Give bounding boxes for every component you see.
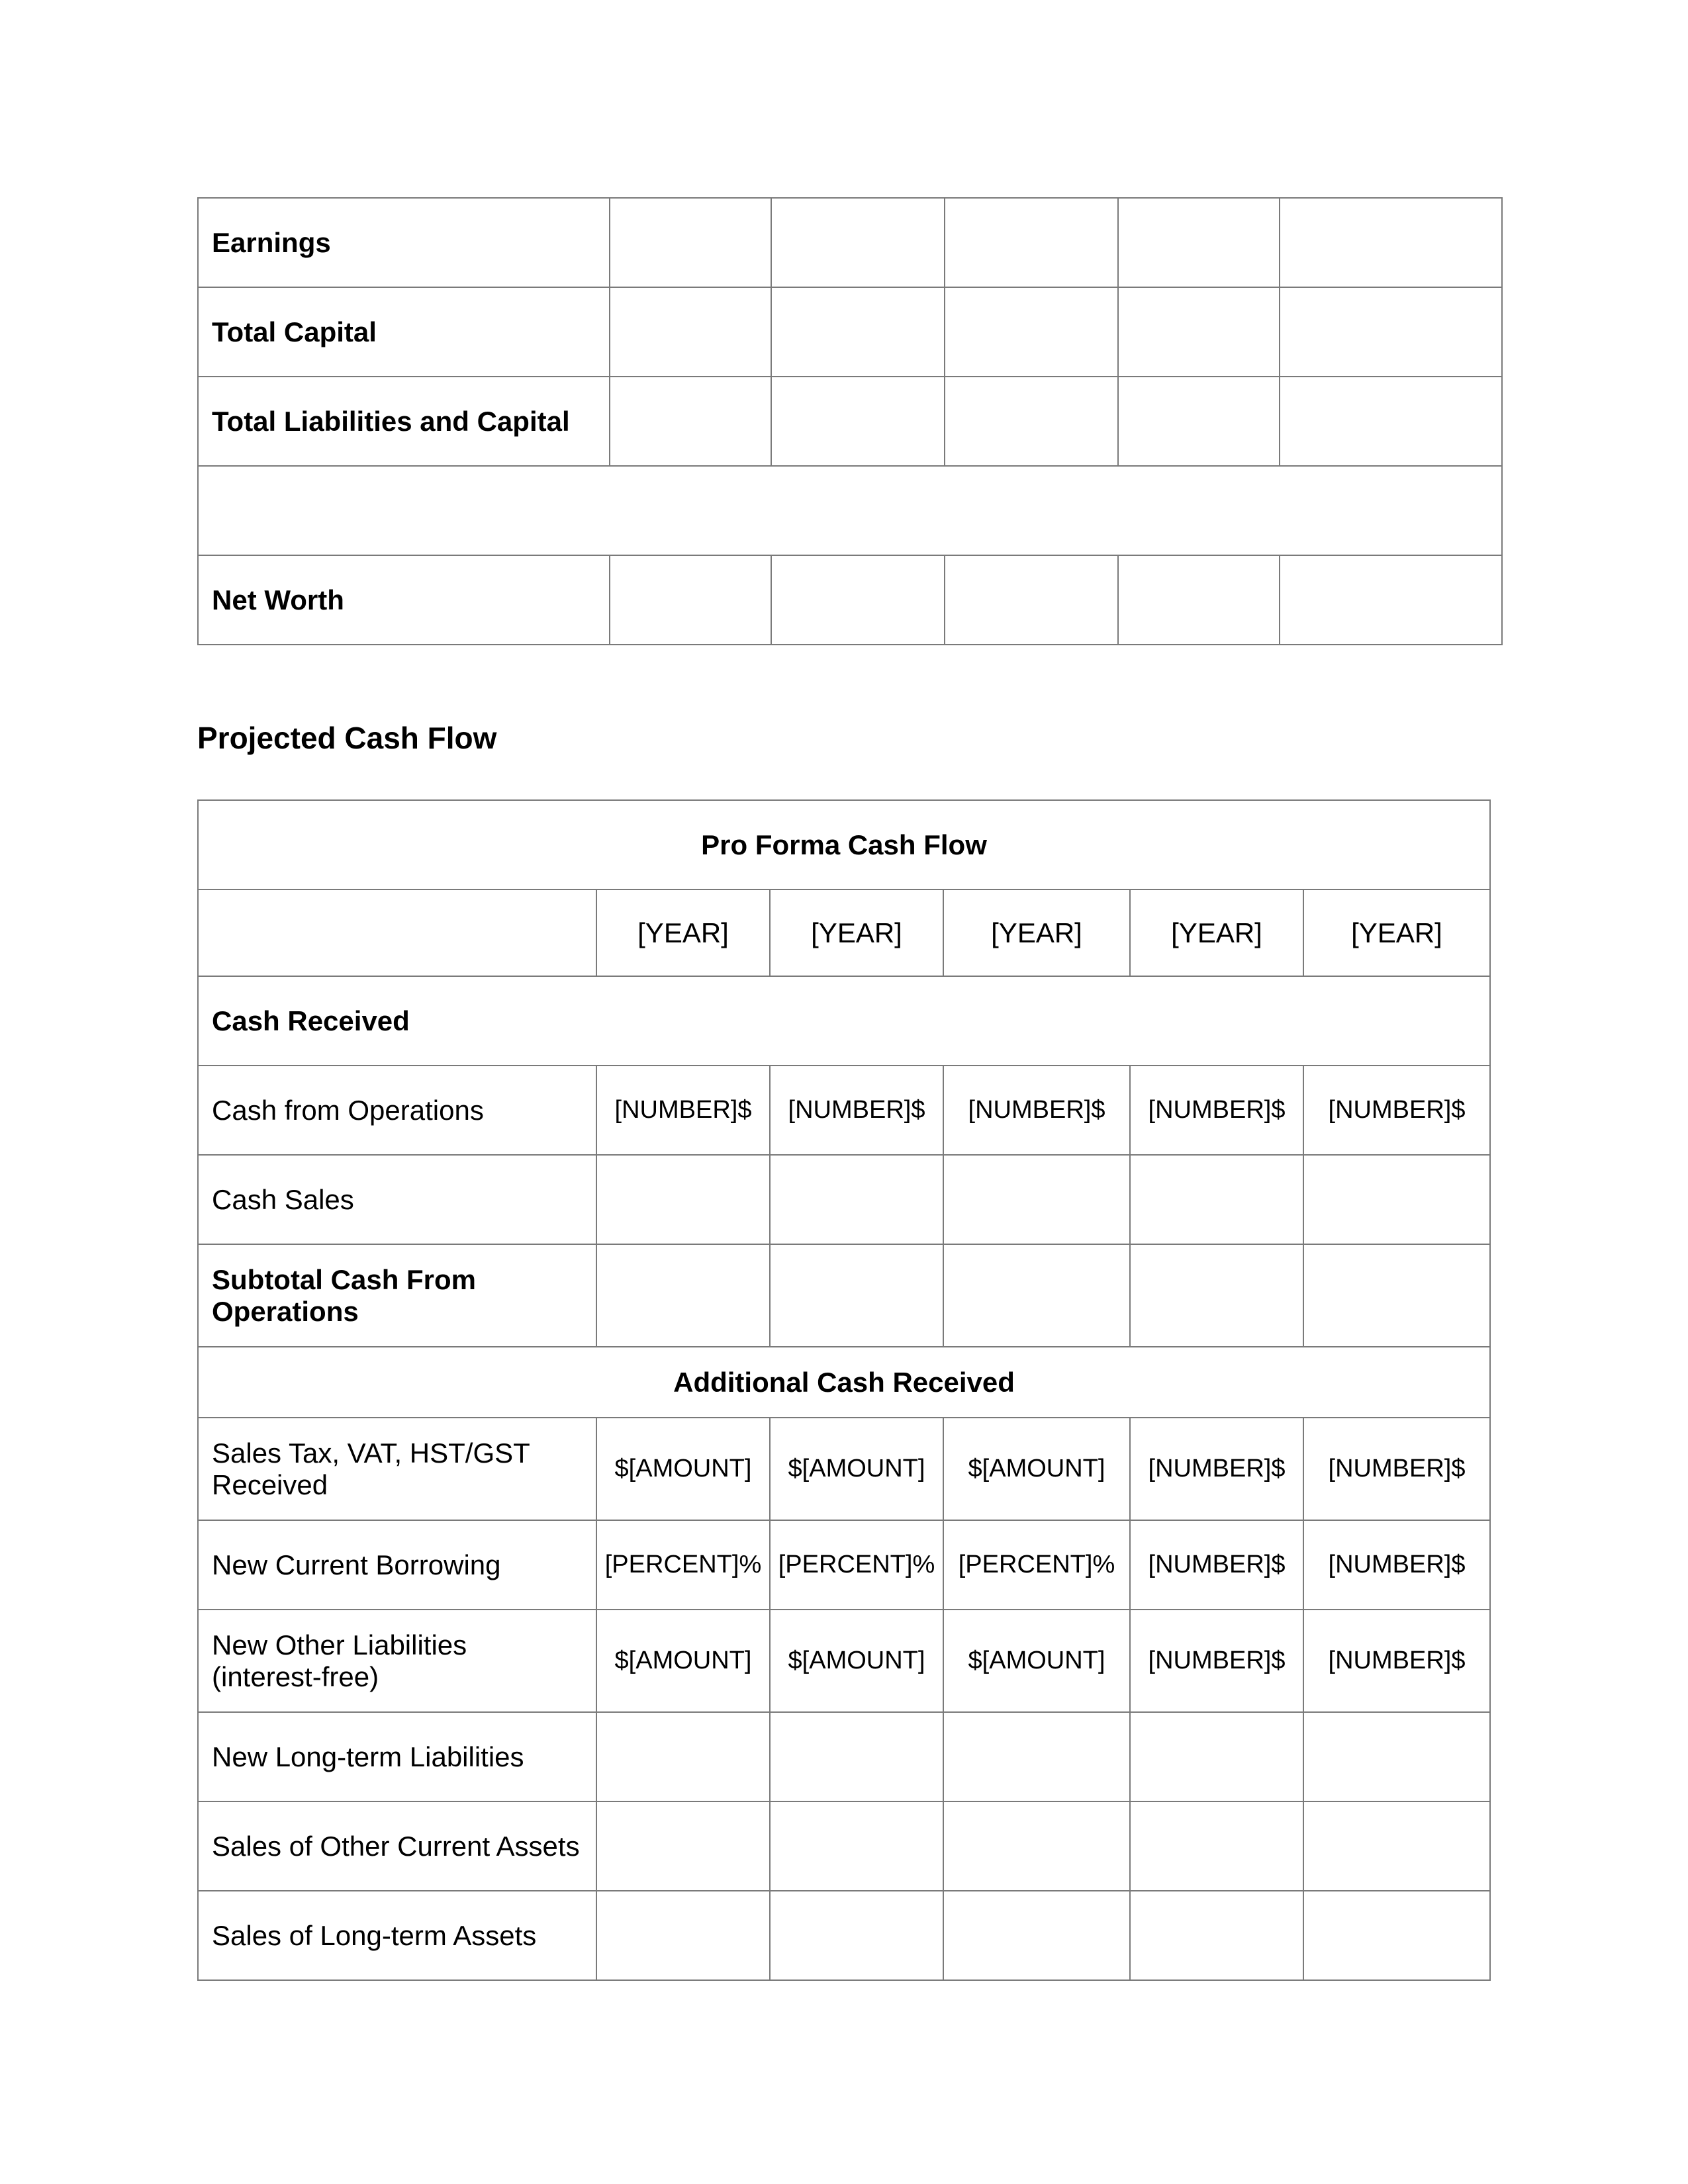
- table-cell: $[AMOUNT]: [943, 1610, 1130, 1712]
- table-cell: [771, 555, 945, 645]
- table-row: [198, 1244, 1490, 1347]
- table-cell: [1130, 1801, 1303, 1891]
- table-cell: [945, 198, 1118, 287]
- table-cell: $[AMOUNT]: [770, 1418, 943, 1520]
- row-label-earnings: Earnings: [198, 198, 610, 287]
- table-cell: [945, 555, 1118, 645]
- table-cell: [610, 377, 771, 466]
- table-cell: [610, 198, 771, 287]
- table-row: [198, 287, 1502, 377]
- table-row: [198, 1066, 1490, 1155]
- table-cell: [1280, 198, 1502, 287]
- table-row: [198, 1418, 1490, 1520]
- table-cell: [PERCENT]%: [596, 1520, 770, 1610]
- section-row: [198, 1347, 1490, 1418]
- section-row: [198, 976, 1490, 1066]
- table-cell: [596, 1801, 770, 1891]
- year-header: [YEAR]: [1303, 889, 1490, 976]
- table-cell: [NUMBER]$: [1303, 1520, 1490, 1610]
- cash-received-label: Cash Received: [198, 976, 1490, 1066]
- table-cell: [1118, 555, 1280, 645]
- row-label-net-worth: Net Worth: [198, 555, 610, 645]
- cash-flow-table: [197, 799, 1491, 1981]
- table-cell: [NUMBER]$: [1130, 1610, 1303, 1712]
- table-cell: [1130, 1244, 1303, 1347]
- table-cell: [NUMBER]$: [770, 1066, 943, 1155]
- table-cell: [1280, 555, 1502, 645]
- row-label: Sales of Other Current Assets: [198, 1801, 596, 1891]
- table-cell: [610, 555, 771, 645]
- header-empty-cell: [198, 889, 596, 976]
- table-cell: [NUMBER]$: [1130, 1066, 1303, 1155]
- additional-cash-label: Additional Cash Received: [198, 1347, 1490, 1418]
- table-cell: [1303, 1891, 1490, 1980]
- table-cell: $[AMOUNT]: [596, 1610, 770, 1712]
- year-header-row: [198, 889, 1490, 976]
- table-cell: [1118, 198, 1280, 287]
- table-row: [198, 198, 1502, 287]
- table-row: [198, 377, 1502, 466]
- table-cell: [943, 1801, 1130, 1891]
- table-cell: [1303, 1801, 1490, 1891]
- row-label: Cash Sales: [198, 1155, 596, 1244]
- table-cell: [770, 1801, 943, 1891]
- table-cell: [771, 377, 945, 466]
- table-cell: [943, 1155, 1130, 1244]
- row-label: Sales Tax, VAT, HST/GST Received: [198, 1418, 596, 1520]
- table-cell: [770, 1244, 943, 1347]
- table-cell: [NUMBER]$: [1303, 1066, 1490, 1155]
- section-heading: Projected Cash Flow: [197, 721, 497, 755]
- table-cell: [596, 1891, 770, 1980]
- table-cell: [945, 287, 1118, 377]
- table-cell: [943, 1891, 1130, 1980]
- table-cell: $[AMOUNT]: [770, 1610, 943, 1712]
- table-cell: $[AMOUNT]: [943, 1418, 1130, 1520]
- table-cell: [NUMBER]$: [1303, 1610, 1490, 1712]
- row-label-total-liabilities-capital: Total Liabilities and Capital: [198, 377, 610, 466]
- table-cell: [945, 377, 1118, 466]
- table-cell: [PERCENT]%: [770, 1520, 943, 1610]
- row-label: Sales of Long-term Assets: [198, 1891, 596, 1980]
- table-cell: [596, 1244, 770, 1347]
- table-cell: [1118, 377, 1280, 466]
- table-cell: [610, 287, 771, 377]
- table-cell: [NUMBER]$: [1130, 1520, 1303, 1610]
- year-header: [YEAR]: [596, 889, 770, 976]
- row-label-total-capital: Total Capital: [198, 287, 610, 377]
- table-cell: [NUMBER]$: [596, 1066, 770, 1155]
- table-cell: [770, 1155, 943, 1244]
- row-label: Cash from Operations: [198, 1066, 596, 1155]
- table-row: [198, 466, 1502, 555]
- row-label: New Long-term Liabilities: [198, 1712, 596, 1801]
- table-title-row: [198, 800, 1490, 889]
- table-cell: [596, 1155, 770, 1244]
- table-cell: [943, 1712, 1130, 1801]
- table-cell: [PERCENT]%: [943, 1520, 1130, 1610]
- table-row: [198, 1801, 1490, 1891]
- table-row: [198, 1520, 1490, 1610]
- row-label: New Other Liabilities (interest-free): [198, 1610, 596, 1712]
- table-cell: [NUMBER]$: [1130, 1418, 1303, 1520]
- table-cell: [1130, 1712, 1303, 1801]
- table-row: [198, 1155, 1490, 1244]
- table-row: [198, 1712, 1490, 1801]
- table-cell: [596, 1712, 770, 1801]
- row-label: New Current Borrowing: [198, 1520, 596, 1610]
- spacer-row-cell: [198, 466, 1502, 555]
- table-cell: [NUMBER]$: [943, 1066, 1130, 1155]
- table-cell: [1130, 1891, 1303, 1980]
- table-cell: [771, 198, 945, 287]
- table-cell: $[AMOUNT]: [596, 1418, 770, 1520]
- year-header: [YEAR]: [1130, 889, 1303, 976]
- table-cell: [771, 287, 945, 377]
- table-cell: [1303, 1155, 1490, 1244]
- row-label: Subtotal Cash From Operations: [198, 1244, 596, 1347]
- table-cell: [770, 1712, 943, 1801]
- year-header: [YEAR]: [770, 889, 943, 976]
- table-cell: [1280, 377, 1502, 466]
- year-header: [YEAR]: [943, 889, 1130, 976]
- table-row: [198, 1610, 1490, 1712]
- table-cell: [1303, 1712, 1490, 1801]
- table-cell: [1118, 287, 1280, 377]
- table-cell: [943, 1244, 1130, 1347]
- table-cell: [NUMBER]$: [1303, 1418, 1490, 1520]
- table-cell: [1303, 1244, 1490, 1347]
- table-cell: [1130, 1155, 1303, 1244]
- table-cell: [1280, 287, 1502, 377]
- balance-table: [197, 197, 1503, 645]
- table-row: [198, 1891, 1490, 1980]
- table-row: [198, 555, 1502, 645]
- table-title: Pro Forma Cash Flow: [198, 800, 1490, 889]
- table-cell: [770, 1891, 943, 1980]
